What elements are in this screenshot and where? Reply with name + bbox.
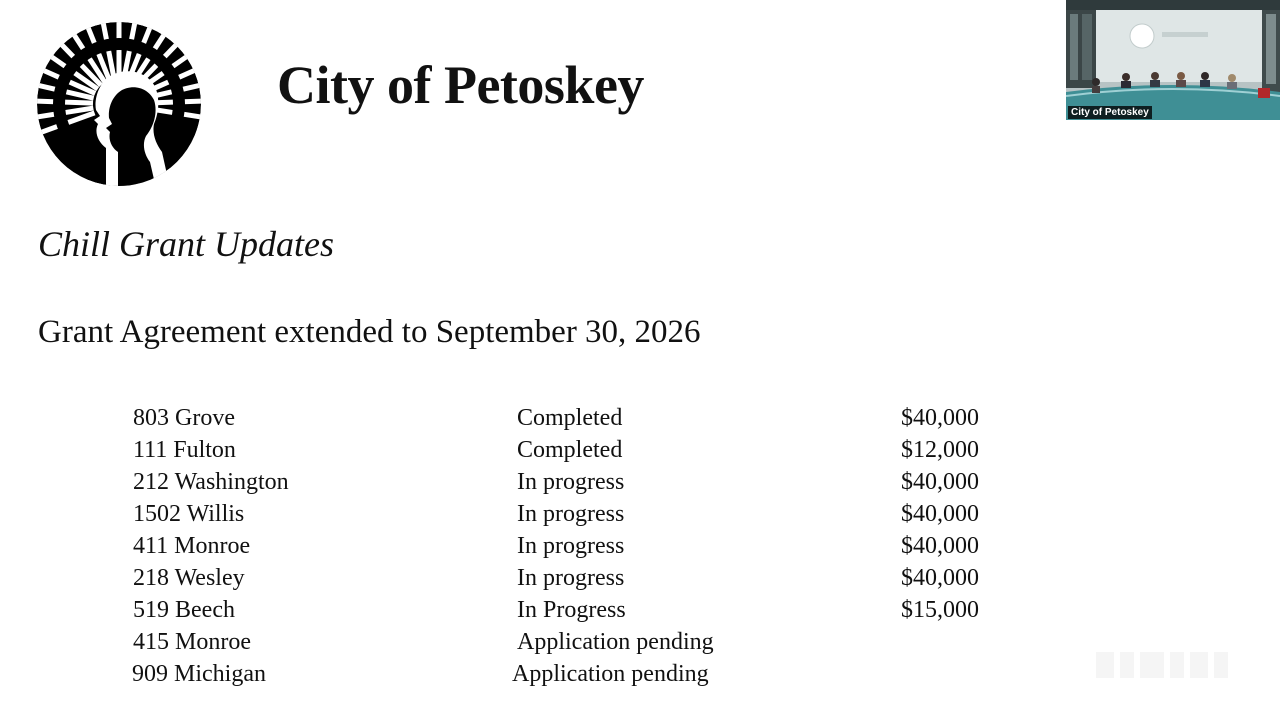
city-title: City of Petoskey bbox=[277, 55, 644, 115]
city-logo bbox=[36, 20, 202, 188]
grant-row bbox=[0, 434, 1280, 466]
slide-heading: Chill Grant Updates bbox=[38, 224, 335, 264]
grant-address: 218 Wesley bbox=[133, 565, 245, 591]
grant-row bbox=[0, 402, 1280, 434]
faint-watermark bbox=[1096, 648, 1230, 682]
grant-address: 111 Fulton bbox=[133, 437, 236, 463]
grant-amount: $40,000 bbox=[901, 469, 979, 495]
grant-address: 411 Monroe bbox=[133, 533, 251, 559]
grant-status: In progress bbox=[517, 533, 625, 559]
grant-row bbox=[0, 626, 1280, 658]
grant-row bbox=[0, 594, 1280, 626]
grant-row bbox=[0, 530, 1280, 562]
grant-status: Completed bbox=[517, 437, 623, 463]
meeting-room-video-feed bbox=[1066, 0, 1280, 120]
grant-status: Application pending bbox=[512, 661, 709, 687]
grant-agreement-subheading: Grant Agreement extended to September 30, 2026 bbox=[38, 314, 701, 350]
grant-row bbox=[0, 466, 1280, 498]
meeting-video-thumbnail[interactable] bbox=[1066, 0, 1280, 120]
grant-amount: $40,000 bbox=[901, 501, 979, 527]
grant-address: 519 Beech bbox=[133, 597, 235, 623]
grant-address: 212 Washington bbox=[133, 469, 289, 495]
video-source-label: City of Petoskey bbox=[1068, 106, 1152, 119]
grant-amount: $40,000 bbox=[901, 533, 979, 559]
grant-status: In progress bbox=[517, 469, 625, 495]
grant-row bbox=[0, 562, 1280, 594]
grant-list bbox=[0, 402, 1280, 692]
grant-address: 909 Michigan bbox=[132, 661, 266, 687]
grant-amount: $40,000 bbox=[901, 565, 979, 591]
grant-row bbox=[0, 658, 1280, 690]
grant-status: Application pending bbox=[517, 629, 714, 655]
grant-address: 415 Monroe bbox=[133, 629, 251, 655]
grant-status: In progress bbox=[517, 501, 625, 527]
grant-amount: $15,000 bbox=[901, 597, 979, 623]
grant-status: In progress bbox=[517, 565, 625, 591]
grant-address: 803 Grove bbox=[133, 405, 235, 431]
grant-address: 1502 Willis bbox=[133, 501, 245, 527]
grant-amount: $40,000 bbox=[901, 405, 979, 431]
grant-status: Completed bbox=[517, 405, 623, 431]
grant-row bbox=[0, 498, 1280, 530]
grant-status: In Progress bbox=[517, 597, 626, 623]
grant-amount: $12,000 bbox=[901, 437, 979, 463]
